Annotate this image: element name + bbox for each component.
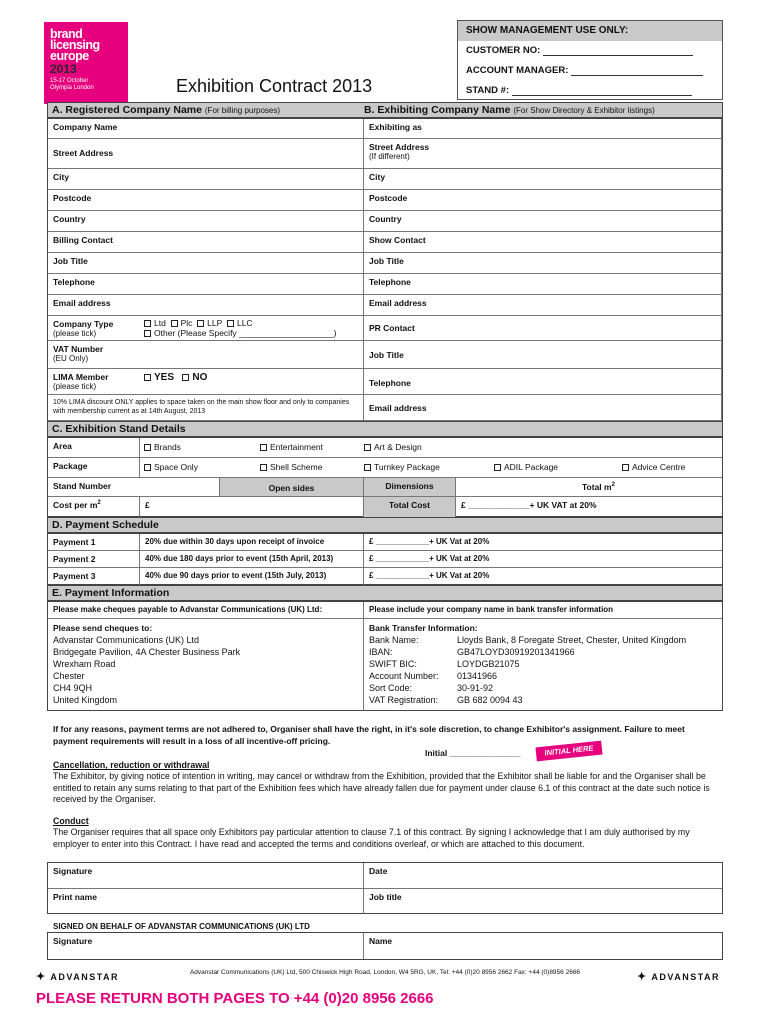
exhibit-email-label: Email address (369, 298, 427, 308)
logo-venue: Olympia London (50, 85, 94, 91)
art-design-label: Art & Design (374, 442, 422, 452)
signature-label: Signature (53, 866, 93, 876)
telephone-label: Telephone (53, 277, 95, 287)
street-address-field[interactable] (48, 139, 364, 169)
billing-contact-field[interactable] (48, 232, 364, 253)
vat-number-label: VAT Number (53, 344, 104, 354)
advanstar-star-icon: ✦ (36, 971, 47, 983)
section-d-header (47, 517, 723, 533)
job-title-sign-field[interactable] (364, 889, 722, 914)
address-line-5: CH4 9QH (53, 683, 93, 693)
date-label: Date (369, 866, 388, 876)
vat-registration-value: GB 682 0094 43 (457, 695, 523, 705)
company-type-label: Company Type (53, 319, 114, 329)
pr-contact-field[interactable] (364, 316, 722, 341)
conduct-title: Conduct (53, 816, 89, 826)
exhibit-street-hint: (If different) (369, 152, 410, 161)
plc-label: Plc (180, 318, 193, 328)
payment-1-amount[interactable]: £ ____________+ UK Vat at 20% (364, 534, 722, 551)
llp-checkbox[interactable] (197, 320, 204, 327)
email-field[interactable] (48, 295, 364, 316)
country-label: Country (53, 214, 86, 224)
bank-transfer-heading: Bank Transfer Information: (369, 623, 478, 633)
section-b-title: B. Exhibiting Company Name (364, 104, 511, 116)
vat-number-field[interactable] (48, 341, 364, 369)
entertainment-checkbox[interactable] (260, 444, 267, 451)
bank-transfer-block (364, 619, 722, 711)
account-manager-label: ACCOUNT MANAGER: (466, 65, 569, 76)
job-title-field[interactable] (48, 253, 364, 274)
section-e-title: E. Payment Information (52, 587, 170, 599)
llp-label: LLP (207, 318, 223, 328)
section-a-title: A. Registered Company Name (52, 104, 202, 116)
logo-text-licensing: licensing (50, 38, 100, 52)
vat-registration-key: VAT Registration: (369, 695, 439, 705)
cheque-address-block (48, 619, 364, 711)
address-line-3: Wrexham Road (53, 659, 116, 669)
show-management-heading: SHOW MANAGEMENT USE ONLY: (458, 21, 722, 41)
payment-schedule-grid (47, 533, 723, 585)
payment-2-terms: 40% due 180 days prior to event (15th April, 2013) (140, 551, 364, 568)
pr-email-field[interactable] (364, 395, 722, 421)
area-label: Area (48, 438, 140, 458)
account-number-value: 01341966 (457, 671, 498, 681)
account-manager-field[interactable] (571, 64, 703, 76)
package-options (140, 458, 722, 478)
pr-job-title-label: Job Title (369, 350, 404, 360)
print-name-label: Print name (53, 892, 97, 902)
job-title-label: Job Title (53, 256, 88, 266)
lima-note: 10% LIMA discount ONLY applies to space taken on the main show floor and only to companies with membership current as at 14th August, 2013 (48, 395, 364, 421)
advanstar-signature-grid (47, 932, 723, 960)
total-m2-field[interactable]: Total $m^2$ (456, 478, 722, 497)
entertainment-label: Entertainment (270, 442, 323, 452)
company-details-grid (47, 118, 723, 421)
print-name-field[interactable] (48, 889, 364, 914)
return-pages-notice: PLEASE RETURN BOTH PAGES TO +44 (0)20 8956 2666 (36, 990, 434, 1007)
logo-text-europe: europe (50, 49, 89, 63)
exhibit-country-label: Country (369, 214, 402, 224)
address-line-1: Advanstar Communications (UK) Ltd (53, 635, 200, 645)
package-label: Package (48, 458, 140, 478)
exhibit-city-field[interactable] (364, 169, 722, 190)
turnkey-label: Turnkey Package (374, 462, 440, 472)
show-contact-label: Show Contact (369, 235, 426, 245)
payment-3-amount[interactable]: £ ____________+ UK Vat at 20% (369, 571, 490, 580)
other-label: Other (Please Specify ____________________) (154, 328, 337, 338)
stand-number-field[interactable] (48, 478, 220, 497)
total-cost-label: Total Cost (364, 497, 456, 517)
pr-job-title-field[interactable] (364, 341, 722, 369)
adil-checkbox[interactable] (494, 464, 501, 471)
page-title: Exhibition Contract 2013 (176, 76, 373, 96)
vat-eu-only: (EU Only) (53, 354, 89, 363)
exhibiting-as-label: Exhibiting as (369, 122, 422, 132)
pr-telephone-label: Telephone (369, 378, 411, 388)
city-field[interactable] (48, 169, 364, 190)
section-e-header (47, 585, 723, 601)
stand-number-label: Stand Number (53, 481, 112, 491)
bank-transfer-note: Please include your company name in bank transfer information (364, 602, 722, 619)
bank-name-value: Lloyds Bank, 8 Foregate Street, Chester, United Kingdom (457, 635, 687, 645)
section-ab-header (47, 102, 723, 118)
advanstar-star-icon-right: ✦ (637, 971, 648, 983)
section-c-title: C. Exhibition Stand Details (52, 423, 186, 435)
exhibit-email-field[interactable] (364, 295, 722, 316)
exhibit-street-address-field[interactable] (364, 139, 722, 169)
advanstar-logo-right (637, 970, 720, 983)
shell-scheme-checkbox[interactable] (260, 464, 267, 471)
initial-here-stamp: INITIAL HERE (535, 741, 602, 762)
iban-value: GB47LOYD30919201341966 (457, 647, 575, 657)
space-only-checkbox[interactable] (144, 464, 151, 471)
exhibit-telephone-field[interactable] (364, 274, 722, 295)
cost-per-text: Cost per m (53, 500, 98, 510)
swift-key: SWIFT BIC: (369, 659, 417, 669)
advice-centre-label: Advice Centre (632, 462, 686, 472)
conduct-text: The Organiser requires that all space only Exhibitors pay particular attention to clause 7.1 of this contract. By signing I acknowledge that I am duly authorised by my employer to enter into this Contract. I have read and accepted the terms and conditions overleaf, or which are attached to this document. (53, 827, 690, 849)
section-a-note: (For billing purposes) (204, 106, 281, 115)
advanstar-signature-field[interactable] (48, 933, 364, 959)
lima-member-row (48, 369, 364, 395)
cost-per-m2-label: Cost per $m^2$ (48, 497, 140, 517)
pr-contact-label: PR Contact (369, 323, 415, 333)
section-d-title: D. Payment Schedule (52, 519, 159, 531)
bank-name-key: Bank Name: (369, 635, 419, 645)
signature-grid (47, 862, 723, 914)
area-options (140, 438, 722, 458)
city-label: City (53, 172, 70, 182)
pr-email-label: Email address (369, 403, 427, 413)
plc-checkbox[interactable] (171, 320, 178, 327)
lima-yes-label: YES (154, 372, 175, 383)
advanstar-name-label: Name (369, 936, 393, 946)
logo-text-brand: brand (50, 27, 83, 41)
initial-field[interactable]: Initial _______________ (425, 748, 521, 758)
space-only-label: Space Only (154, 462, 198, 472)
exhibit-job-title-label: Job Title (369, 256, 404, 266)
cheques-payable-note: Please make cheques payable to Advanstar Communications (UK) Ltd: (48, 602, 364, 619)
brand-logo (44, 22, 128, 104)
signed-on-behalf: SIGNED ON BEHALF OF ADVANSTAR COMMUNICATIONS (UK) LTD (53, 922, 310, 931)
footer-address: Advanstar Communications (UK) Ltd, 500 Chiswick High Road, London, W4 5RG, UK, Tel: +44 (0)20 8956 2662 Fax: +44 (0)8956 2666 (189, 969, 581, 976)
stand-details-grid (47, 437, 723, 517)
ltd-label: Ltd (154, 318, 166, 328)
cost-per-m2-field[interactable] (140, 497, 364, 517)
signature-field[interactable] (48, 863, 364, 889)
exhibit-postcode-field[interactable] (364, 190, 722, 211)
exhibit-city-label: City (369, 172, 386, 182)
dimensions-label: Dimensions (364, 478, 456, 497)
llc-checkbox[interactable] (227, 320, 234, 327)
adil-label: ADIL Package (504, 462, 559, 472)
address-line-2: Bridgegate Pavilion, 4A Chester Business Park (53, 647, 241, 657)
exhibiting-as-field[interactable] (364, 119, 722, 139)
logo-year: 2013 (50, 62, 77, 76)
ltd-checkbox[interactable] (144, 320, 151, 327)
payment-1-terms: 20% due within 30 days upon receipt of invoice (140, 534, 364, 551)
lima-yes-checkbox[interactable] (144, 374, 151, 381)
iban-key: IBAN: (369, 647, 393, 657)
lima-hint: (please tick) (53, 382, 97, 391)
company-name-label: Company Name (53, 122, 118, 132)
section-b-note: (For Show Directory & Exhibitor listings) (513, 106, 655, 115)
email-label: Email address (53, 298, 111, 308)
pr-telephone-field[interactable] (364, 369, 722, 395)
cost-pound-sign: £ (145, 500, 150, 510)
customer-no-label: CUSTOMER NO: (466, 45, 541, 56)
payment-terms-warning: If for any reasons, payment terms are not adhered to, Organiser shall have the right, in it's sole discretion, to change Exhibitor's assignment. Failure to meet payment requirements will result in a loss of all incentive-off pricing. (53, 724, 685, 746)
art-design-checkbox[interactable] (364, 444, 371, 451)
exhibit-job-title-field[interactable] (364, 253, 722, 274)
show-contact-field[interactable] (364, 232, 722, 253)
advanstar-brand-right: ADVANSTAR (651, 972, 721, 982)
section-c-header (47, 421, 723, 437)
telephone-field[interactable] (48, 274, 364, 295)
advanstar-signature-label: Signature (53, 936, 93, 946)
show-management-box (457, 20, 723, 100)
total-cost-field[interactable]: £ _____________+ UK VAT at 20% (461, 500, 597, 510)
date-field[interactable] (364, 863, 722, 889)
exhibit-country-field[interactable] (364, 211, 722, 232)
account-number-key: Account Number: (369, 671, 439, 681)
payment-1-label: Payment 1 (48, 534, 140, 551)
billing-contact-label: Billing Contact (53, 235, 113, 245)
payment-3-terms: 40% due 90 days prior to event (15th July, 2013) (140, 568, 364, 585)
llc-label: LLC (236, 318, 253, 328)
sort-code-value: 30-91-92 (457, 683, 494, 693)
address-line-4: Chester (53, 671, 85, 681)
address-line-6: United Kingdom (53, 695, 118, 705)
payment-2-label: Payment 2 (48, 551, 140, 568)
country-field[interactable] (48, 211, 364, 232)
advice-centre-checkbox[interactable] (622, 464, 629, 471)
cancellation-title: Cancellation, reduction or withdrawal (53, 760, 210, 770)
postcode-label: Postcode (53, 193, 92, 203)
payment-2-amount[interactable]: £ ____________+ UK Vat at 20% (364, 551, 722, 568)
advanstar-name-field[interactable] (364, 933, 722, 959)
swift-value: LOYDGB21075 (457, 659, 520, 669)
postcode-field[interactable] (48, 190, 364, 211)
send-cheques-heading: Please send cheques to: (53, 623, 153, 633)
job-title-sign-label: Job title (369, 892, 402, 902)
lima-no-checkbox[interactable] (182, 374, 189, 381)
stand-label: STAND #: (466, 85, 510, 96)
street-address-label: Street Address (53, 148, 114, 158)
sort-code-key: Sort Code: (369, 683, 413, 693)
other-checkbox[interactable] (144, 330, 151, 337)
brands-label: Brands (154, 442, 181, 452)
cancellation-text: The Exhibitor, by giving notice of intention in writing, may cancel or withdraw from the Exhibition, provided that the Exhibitor shall be liable for and the Organiser shall be entitled to retain any sums relating to that part of the Exhibition fees which have already fallen due for payment under clause 6.1 of this contract at the date such notice is received by the Organiser. (53, 771, 710, 804)
brands-checkbox[interactable] (144, 444, 151, 451)
company-name-field[interactable] (48, 119, 364, 139)
company-type-hint: (please tick) (53, 329, 97, 338)
customer-no-field[interactable] (543, 44, 693, 56)
advanstar-logo-left (36, 970, 119, 983)
shell-scheme-label: Shell Scheme (270, 462, 323, 472)
payment-info-grid (47, 601, 723, 711)
company-type-row (48, 316, 364, 341)
exhibit-postcode-label: Postcode (369, 193, 408, 203)
advanstar-brand-left: ADVANSTAR (50, 972, 120, 982)
exhibit-street-label: Street Address (369, 142, 430, 152)
turnkey-checkbox[interactable] (364, 464, 371, 471)
lima-member-label: LIMA Member (53, 372, 109, 382)
lima-no-label: NO (192, 372, 208, 383)
logo-dates: 15-17 October (50, 78, 89, 84)
open-sides-label: Open sides (220, 478, 364, 497)
payment-3-label: Payment 3 (48, 568, 140, 585)
exhibit-telephone-label: Telephone (369, 277, 411, 287)
stand-field[interactable] (512, 84, 692, 96)
total-m2-label: Total m (582, 482, 612, 492)
